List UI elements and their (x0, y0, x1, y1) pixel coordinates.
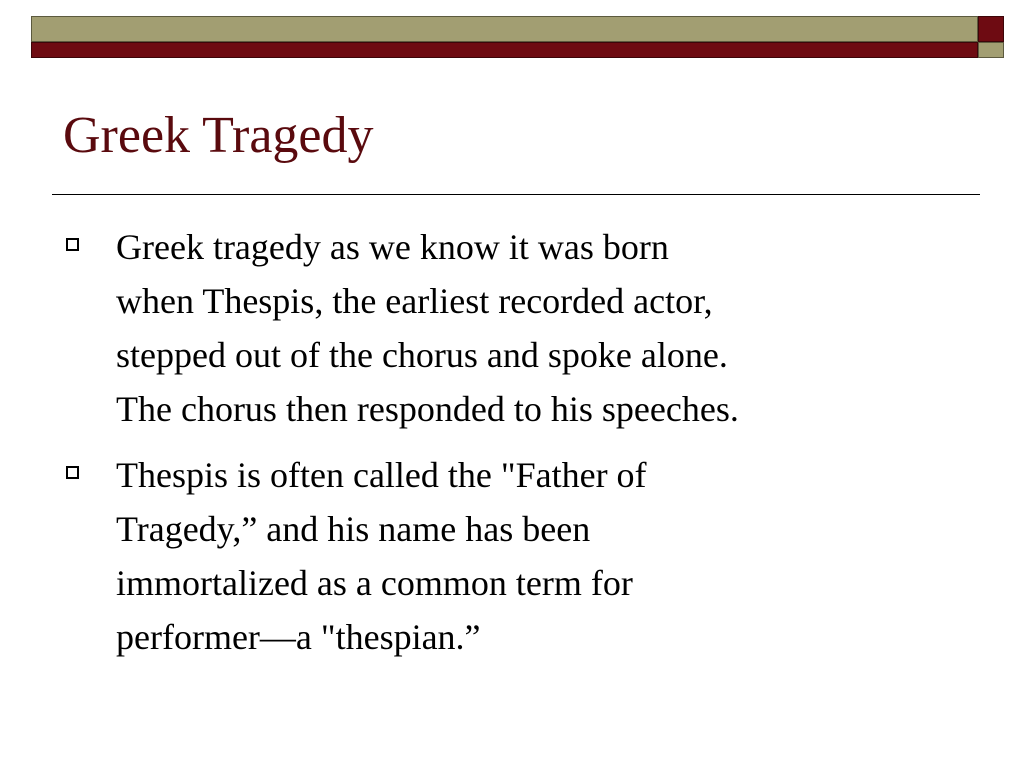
header-band-maroon (31, 42, 978, 58)
bullet-text-line: Greek tragedy as we know it was born (116, 227, 669, 267)
title-divider (52, 194, 980, 195)
header-band-olive (31, 16, 978, 42)
bullet-list (60, 220, 940, 676)
bullet-item (60, 220, 940, 436)
header-corner-maroon-square (978, 16, 1004, 42)
bullet-text-line: Tragedy,” and his name has been (116, 509, 591, 549)
bullet-text-line: performer—a "thespian.” (116, 617, 481, 657)
bullet-text-line: immortalized as a common term for (116, 563, 633, 603)
bullet-text-line: The chorus then responded to his speeches. (116, 389, 739, 429)
bullet-item (60, 448, 940, 664)
header-corner-olive-square (978, 42, 1004, 58)
bullet-text-line: Thespis is often called the "Father of (116, 455, 647, 495)
bullet-text-line: stepped out of the chorus and spoke alone. (116, 335, 728, 375)
slide-title: Greek Tragedy (63, 107, 374, 164)
hollow-square-bullet-icon (66, 466, 79, 479)
bullet-text-line: when Thespis, the earliest recorded actor, (116, 281, 713, 321)
hollow-square-bullet-icon (66, 238, 79, 251)
